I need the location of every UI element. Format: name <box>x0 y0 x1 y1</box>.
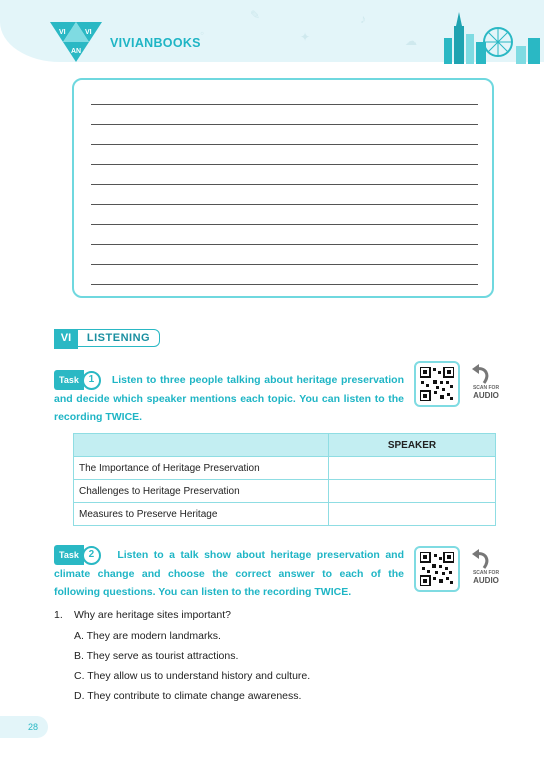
section-underline <box>54 347 78 349</box>
task2-qr-code[interactable] <box>414 546 460 592</box>
task1-block <box>54 370 404 426</box>
audio-text: AUDIO <box>473 391 499 400</box>
pencil-doodle-icon: ✎ <box>250 8 261 22</box>
speaker-table <box>73 433 496 526</box>
option-d[interactable]: D. They contribute to climate change awareness. <box>74 690 302 702</box>
task1-number: 1 <box>82 371 101 390</box>
task1-label: Task <box>54 370 84 390</box>
task1-instruction: Listen to three people talking about heritage preservation and decide which speaker mentions each topic. You can listen to the recording TWICE. <box>54 373 404 423</box>
logo-letters-1: VI <box>59 29 66 36</box>
curved-arrow-icon <box>472 363 492 385</box>
dot-doodle-icon: ◦ <box>200 26 205 40</box>
writing-line <box>91 224 478 225</box>
qr-code-icon <box>420 552 454 586</box>
star-doodle-icon: ✦ <box>300 30 311 44</box>
table-topic-cell: The Importance of Heritage Preservation <box>74 457 329 480</box>
section-heading <box>54 329 160 347</box>
vivianbooks-logo-icon <box>50 20 102 62</box>
task1-qr-code[interactable] <box>414 361 460 407</box>
task2-label: Task <box>54 545 84 565</box>
option-a[interactable]: A. They are modern landmarks. <box>74 630 221 642</box>
task1-scan-for-audio <box>466 361 506 407</box>
task2-block <box>54 545 404 601</box>
table-header-speaker: SPEAKER <box>329 434 496 457</box>
writing-line <box>91 204 478 205</box>
table-row <box>74 457 496 480</box>
question-text: Why are heritage sites important? <box>74 609 231 621</box>
city-skyline-icon <box>440 8 544 64</box>
writing-line <box>91 104 478 105</box>
writing-line <box>91 244 478 245</box>
task2-instruction: Listen to a talk show about heritage preservation and climate change and choose the correct answer to each of the following questions. You can listen to the recording TWICE. <box>54 548 404 598</box>
writing-line <box>91 184 478 185</box>
table-answer-cell[interactable] <box>329 503 496 526</box>
option-c[interactable]: C. They allow us to understand history and culture. <box>74 670 311 682</box>
writing-line <box>91 144 478 145</box>
table-header-row <box>74 434 496 457</box>
audio-text: AUDIO <box>473 576 499 585</box>
qr-code-icon <box>420 367 454 401</box>
table-topic-cell: Measures to Preserve Heritage <box>74 503 329 526</box>
scan-for-text: SCAN FOR <box>472 385 500 391</box>
curved-arrow-icon <box>472 548 492 570</box>
writing-line <box>91 164 478 165</box>
logo-letters-2: VI <box>85 29 92 36</box>
table-row <box>74 503 496 526</box>
table-header-topic <box>74 434 329 457</box>
table-row <box>74 480 496 503</box>
table-topic-cell: Challenges to Heritage Preservation <box>74 480 329 503</box>
task2-scan-for-audio <box>466 546 506 592</box>
writing-line <box>91 284 478 285</box>
question-number: 1. <box>54 609 63 621</box>
writing-area[interactable] <box>72 78 494 298</box>
writing-line <box>91 264 478 265</box>
table-answer-cell[interactable] <box>329 457 496 480</box>
writing-line <box>91 124 478 125</box>
page-header <box>0 0 544 62</box>
cloud-doodle-icon: ☁ <box>405 34 417 48</box>
table-answer-cell[interactable] <box>329 480 496 503</box>
scan-for-text: SCAN FOR <box>472 570 500 576</box>
task2-number: 2 <box>82 546 101 565</box>
section-number: VI <box>54 329 78 347</box>
option-b[interactable]: B. They serve as tourist attractions. <box>74 650 239 662</box>
page-number: 28 <box>0 716 48 738</box>
logo-letters-3: AN <box>71 48 82 55</box>
music-doodle-icon: ♪ <box>360 12 366 26</box>
brand-name: VIVIANBOOKS <box>110 36 201 50</box>
section-title: LISTENING <box>78 329 160 347</box>
